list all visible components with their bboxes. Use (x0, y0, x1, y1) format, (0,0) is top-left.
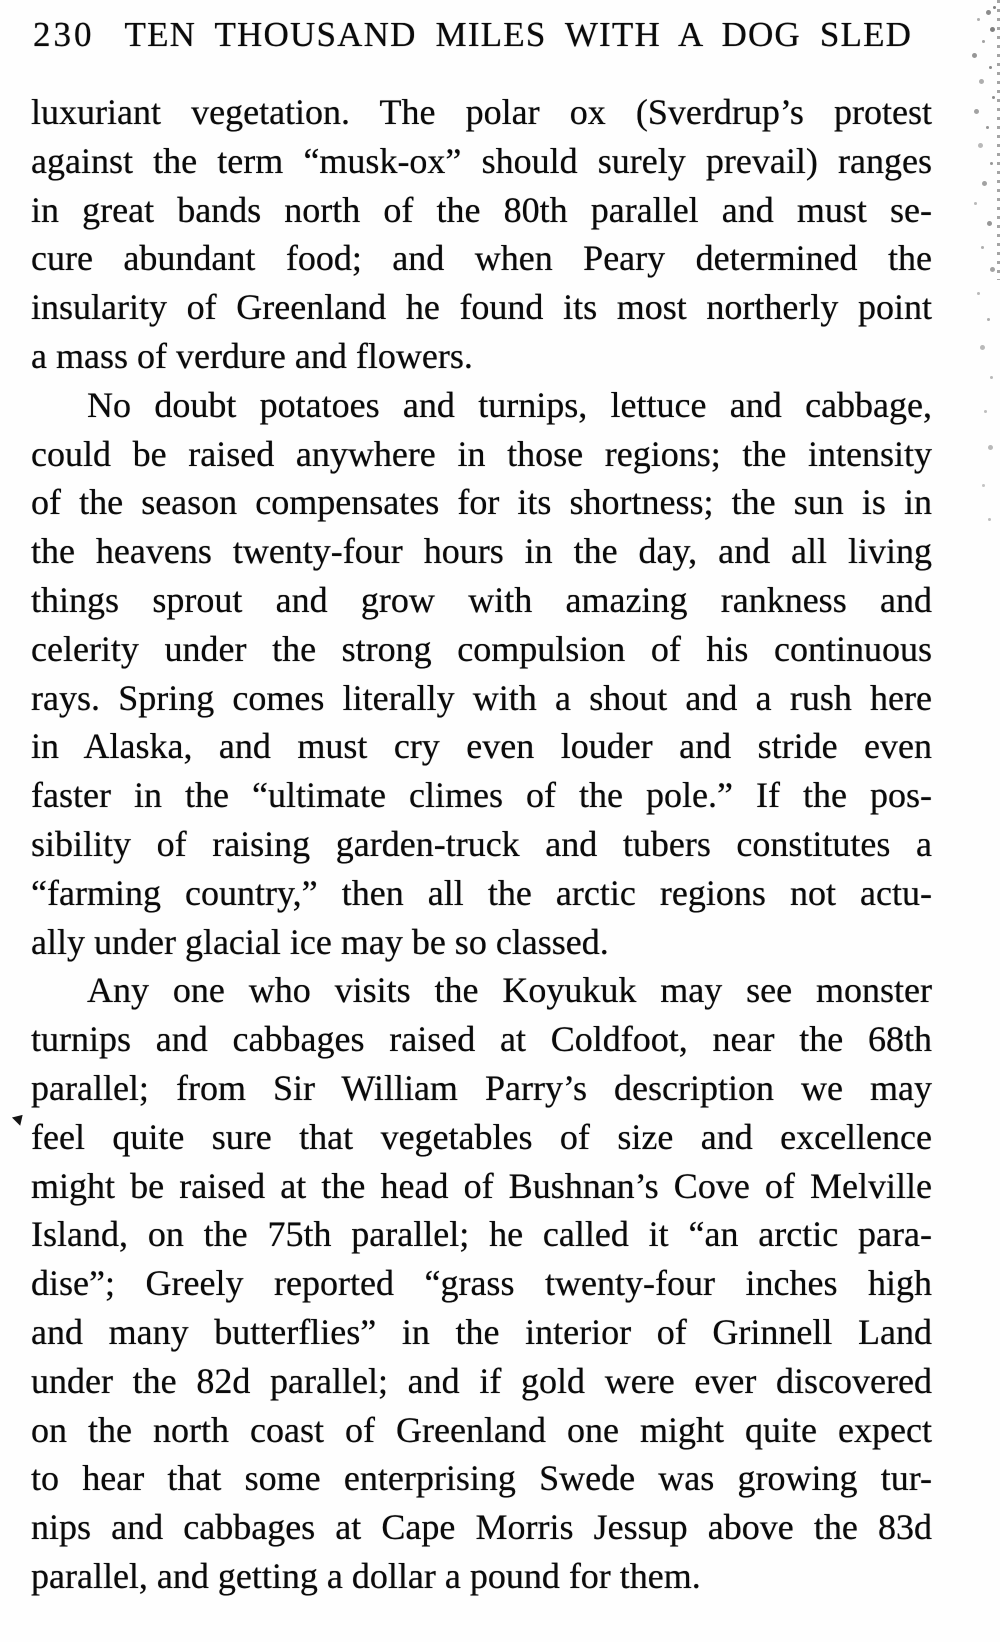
text-line: “farming country,” then all the arctic regions not actu- (31, 872, 932, 913)
text-line: insularity of Greenland he found its most northerly point (31, 287, 932, 328)
text-line: in Alaska, and must cry even louder and stride even (31, 726, 932, 767)
scan-noise-speckles (993, 6, 996, 9)
text-line: feel quite sure that vegetables of size and excellence (31, 1116, 932, 1157)
text-line: to hear that some enterprising Swede was growing tur- (31, 1458, 932, 1499)
text-line: against the term “musk-ox” should surely prevail) ranges (31, 140, 932, 181)
text-line: luxuriant vegetation. The polar ox (Sverdrup’s protest (31, 92, 932, 132)
text-line: rays. Spring comes literally with a shout and a rush here (31, 677, 932, 718)
running-title: TEN THOUSAND MILES WITH A DOG SLED (124, 15, 913, 54)
text-line: celerity under the strong compulsion of his continuous (31, 628, 932, 669)
text-line: No doubt potatoes and turnips, lettuce and cabbage, (87, 384, 932, 425)
page-header (33, 16, 912, 55)
text-line: parallel; from Sir William Parry’s description we may (31, 1067, 932, 1108)
text-line: turnips and cabbages raised at Coldfoot, near the 68th (31, 1019, 932, 1060)
text-line: things sprout and grow with amazing rankness and (31, 579, 932, 620)
text-line: dise”; Greely reported “grass twenty-four inches high (31, 1263, 932, 1304)
margin-ink-mark (12, 1115, 25, 1127)
text-line: could be raised anywhere in those regions; the intensity (31, 433, 932, 474)
text-line: of the season compensates for its shortness; the sun is in (31, 482, 932, 523)
text-line: cure abundant food; and when Peary determined the (31, 238, 932, 279)
text-line: Island, on the 75th parallel; he called it “an arctic para- (31, 1214, 932, 1255)
text-line: in great bands north of the 80th parallel and must se- (31, 189, 932, 230)
text-line: nips and cabbages at Cape Morris Jessup above the 83d (31, 1507, 932, 1548)
text-line: parallel, and getting a dollar a pound for them. (31, 1555, 701, 1596)
text-line: Any one who visits the Koyukuk may see monster (87, 970, 932, 1011)
text-line: ally under glacial ice may be so classed. (31, 921, 609, 962)
text-line: might be raised at the head of Bushnan’s Cove of Melville (31, 1165, 932, 1206)
page-body (31, 88, 932, 1601)
text-line: faster in the “ultimate climes of the pole.” If the pos- (31, 775, 932, 816)
text-line: the heavens twenty-four hours in the day, and all living (31, 531, 932, 572)
page-number: 230 (33, 15, 95, 54)
text-line: a mass of verdure and flowers. (31, 335, 473, 376)
text-line: and many butterflies” in the interior of Grinnell Land (31, 1311, 932, 1352)
text-line: on the north coast of Greenland one might quite expect (31, 1409, 932, 1450)
text-line: under the 82d parallel; and if gold were ever discovered (31, 1360, 932, 1401)
text-line: sibility of raising garden-truck and tubers constitutes a (31, 823, 932, 864)
